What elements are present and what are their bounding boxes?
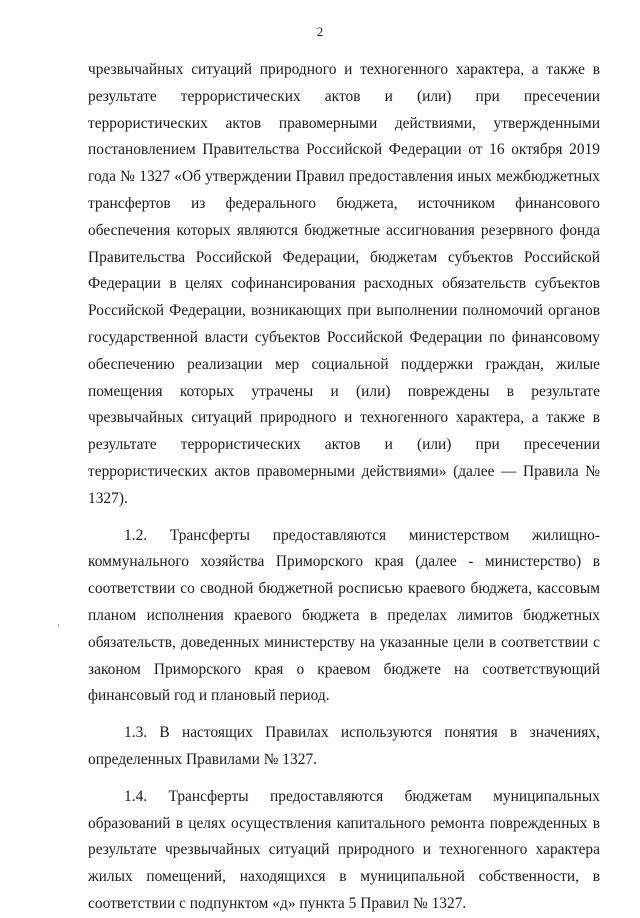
page-number: 2 bbox=[316, 24, 324, 39]
document-body bbox=[88, 57, 600, 918]
paragraph-1-4: 1.4. Трансферты предоставляются бюджетам муниципальных образований в целях осуществления капитального ремонта поврежденных в результате чрезвычайных ситуаций природного и техногенного характера жилых помещений, находящихся в муниципальной собственности, в соответствии с подпунктом «д» пункта 5 Правил № 1327. bbox=[88, 787, 600, 912]
paragraph-1-2: 1.2. Трансферты предоставляются министерством жилищно-коммунального хозяйства Приморского края (далее - министерство) в соответствии со сводной бюджетной росписью краевого бюджета, кассовым планом исполнения краевого бюджета в пределах лимитов бюджетных обязательств, доведенных министерству на указанные цели в соответствии с законом Приморского края о краевом бюджете на соответствующий финансовый год и плановый период. bbox=[88, 526, 600, 705]
paragraph-1-3: 1.3. В настоящих Правилах используются понятия в значениях, определенных Правилами № 1327. bbox=[88, 724, 600, 768]
scan-margin-mark bbox=[58, 624, 59, 627]
paragraph-continuation: чрезвычайных ситуаций природного и техногенного характера, а также в результате террористических актов и (или) при пресечении террористических актов правомерными действиями, утвержденными постановлением Правительства Российской Федерации от 16 октября 2019 года № 1327 «Об утверждении Правил предоставления иных межбюджетных трансфертов из федерального бюджета, источником финансового обеспечения которых являются бюджетные ассигнования резервного фонда Правительства Российской Федерации, бюджетам субъектов Российской Федерации в целях софинансирования расходных обязательств субъектов Российской Федерации, возникающих при выполнении полномочий органов государственной власти субъектов Российской Федерации по финансовому обеспечению реализации мер социальной поддержки граждан, жилые помещения которых утрачены и (или) повреждены в результате чрезвычайных ситуаций природного и техногенного характера, а также в результате террористических актов и (или) при пресечении террористических актов правомерными действиями» (далее — Правила № 1327). bbox=[88, 61, 600, 507]
